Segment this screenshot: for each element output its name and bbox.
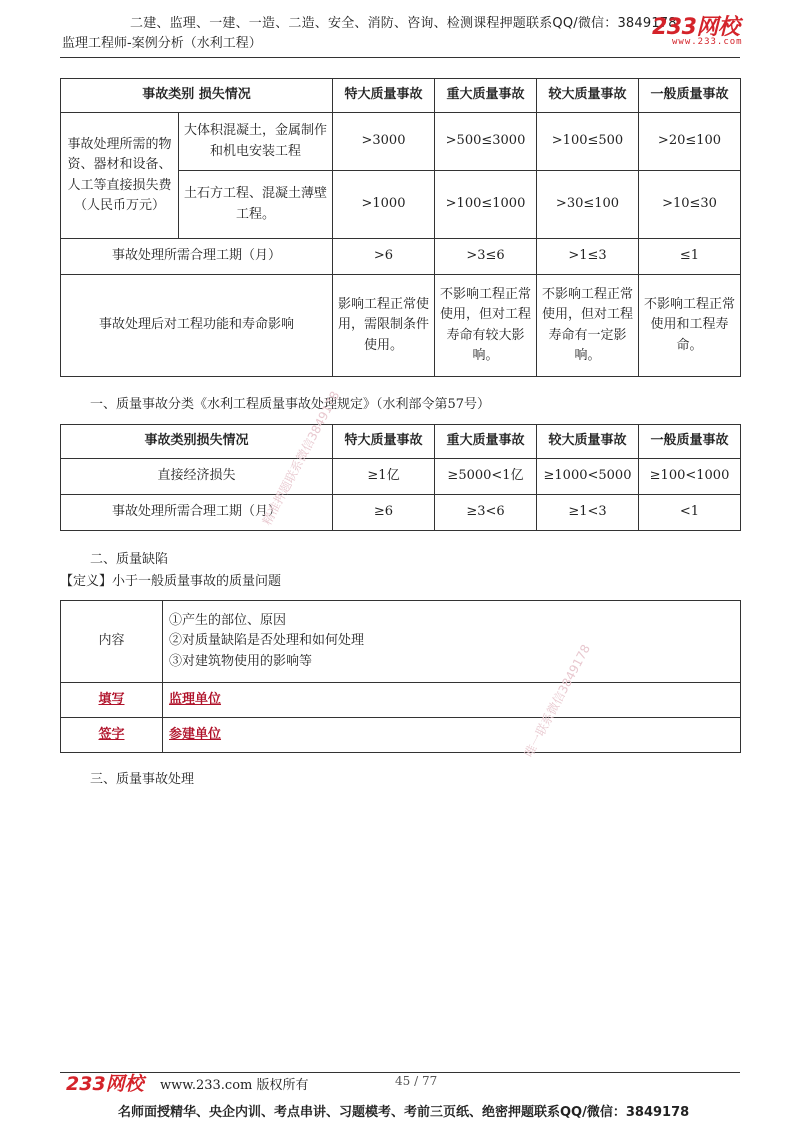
table-header-cell: 特大质量事故 — [333, 79, 435, 113]
section-heading-defect: 二、质量缺陷 — [90, 552, 169, 567]
table-cell: ≥6 — [333, 495, 435, 531]
table-row-label: 大体积混凝土，金属制作和机电安装工程 — [179, 113, 333, 171]
table-cell: >6 — [333, 239, 435, 275]
table-cell: ≤1 — [639, 239, 741, 275]
table-row-label: 内容 — [61, 601, 163, 683]
table-cell: ≥5000<1亿 — [435, 459, 537, 495]
section-heading-handling: 三、质量事故处理 — [90, 772, 195, 787]
table-cell: <1 — [639, 495, 741, 531]
watermark-text: 精准押题联系微信3849178 — [259, 388, 343, 528]
table-cell: 不影响工程正常使用和工程寿命。 — [639, 275, 741, 377]
table-cell — [163, 683, 741, 718]
table-cell — [163, 718, 741, 753]
fill-value: 监理单位 — [169, 691, 222, 707]
table-row — [61, 79, 741, 113]
list-item: ②对质量缺陷是否处理和如何处理 — [169, 633, 365, 649]
table-row-label: 土石方工程、混凝土薄壁工程。 — [179, 171, 333, 239]
definition-text: 【定义】小于一般质量事故的质量问题 — [60, 574, 282, 589]
sign-label: 签字 — [98, 726, 125, 742]
table-cell: ≥1000<5000 — [537, 459, 639, 495]
content-list — [163, 601, 741, 683]
watermark-text: 唯一联系微信3849178 — [521, 642, 594, 760]
footer-divider — [60, 1072, 740, 1073]
table-cell: 不影响工程正常使用，但对工程寿命有一定影响。 — [537, 275, 639, 377]
table-row-label — [61, 683, 163, 718]
table-cell: >3≤6 — [435, 239, 537, 275]
header-document-title: 监理工程师-案例分析（水利工程） — [62, 36, 262, 51]
table-row — [61, 459, 741, 495]
table-cell: 影响工程正常使用，需限制条件使用。 — [333, 275, 435, 377]
table-row-label: 事故处理后对工程功能和寿命影响 — [61, 275, 333, 377]
list-item: ③对建筑物使用的影响等 — [169, 653, 313, 669]
table-row — [61, 113, 741, 171]
table-cell: ≥3<6 — [435, 495, 537, 531]
table-cell: ≥1亿 — [333, 459, 435, 495]
table-header-cell: 事故类别损失情况 — [61, 425, 333, 459]
table-cell: 不影响工程正常使用，但对工程寿命有较大影响。 — [435, 275, 537, 377]
table-group-label: 事故处理所需的物资、器材和设备、人工等直接损失费（人民币万元） — [61, 113, 179, 239]
table-header-cell: 较大质量事故 — [537, 79, 639, 113]
table-cell: >500≤3000 — [435, 113, 537, 171]
table-row — [61, 683, 741, 718]
brand-logo-url: www.233.com — [672, 37, 743, 47]
table-cell: ≥100<1000 — [639, 459, 741, 495]
sign-value: 参建单位 — [169, 726, 222, 742]
page-number: 45 / 77 — [395, 1074, 438, 1088]
table-row — [61, 239, 741, 275]
table-row — [61, 275, 741, 377]
table-cell: >3000 — [333, 113, 435, 171]
table-header-cell: 一般质量事故 — [639, 79, 741, 113]
table-header-cell: 重大质量事故 — [435, 79, 537, 113]
table-header-cell: 特大质量事故 — [333, 425, 435, 459]
table-row — [61, 601, 741, 683]
accident-classification-table — [60, 78, 741, 377]
table-cell: >1000 — [333, 171, 435, 239]
table-header-cell: 重大质量事故 — [435, 425, 537, 459]
footer-copyright: www.233.com 版权所有 — [160, 1078, 309, 1093]
section-heading-classification: 一、质量事故分类《水利工程质量事故处理规定》（水利部令第57号） — [90, 397, 491, 412]
table-cell: >1≤3 — [537, 239, 639, 275]
table-cell: >20≤100 — [639, 113, 741, 171]
table-row-label: 事故处理所需合理工期（月） — [61, 239, 333, 275]
footer-brand-logo: 233网校 — [66, 1073, 144, 1095]
table-row — [61, 495, 741, 531]
header-promo-text: 二建、监理、一建、一造、二造、安全、消防、咨询、检测课程押题联系QQ/微信：3849178 — [130, 16, 677, 31]
table-row — [61, 425, 741, 459]
table-cell: ≥1<3 — [537, 495, 639, 531]
header-divider — [60, 57, 740, 58]
footer-promo-text: 名师面授精华、央企内训、考点串讲、习题模考、考前三页纸、绝密押题联系QQ/微信：3849178 — [118, 1105, 690, 1120]
table-cell: >30≤100 — [537, 171, 639, 239]
table-header-cell: 一般质量事故 — [639, 425, 741, 459]
table-cell: >10≤30 — [639, 171, 741, 239]
table-row-label — [61, 718, 163, 753]
table-row-label: 事故处理所需合理工期（月） — [61, 495, 333, 531]
list-item: ①产生的部位、原因 — [169, 613, 287, 629]
table-row-label: 直接经济损失 — [61, 459, 333, 495]
brand-logo: 233网校 — [652, 15, 740, 40]
table-row — [61, 718, 741, 753]
table-cell: >100≤500 — [537, 113, 639, 171]
quality-accident-table — [60, 424, 741, 531]
table-cell: >100≤1000 — [435, 171, 537, 239]
fill-label: 填写 — [98, 691, 125, 707]
table-header-cell: 事故类别 损失情况 — [61, 79, 333, 113]
table-header-cell: 较大质量事故 — [537, 425, 639, 459]
quality-defect-table — [60, 600, 741, 753]
